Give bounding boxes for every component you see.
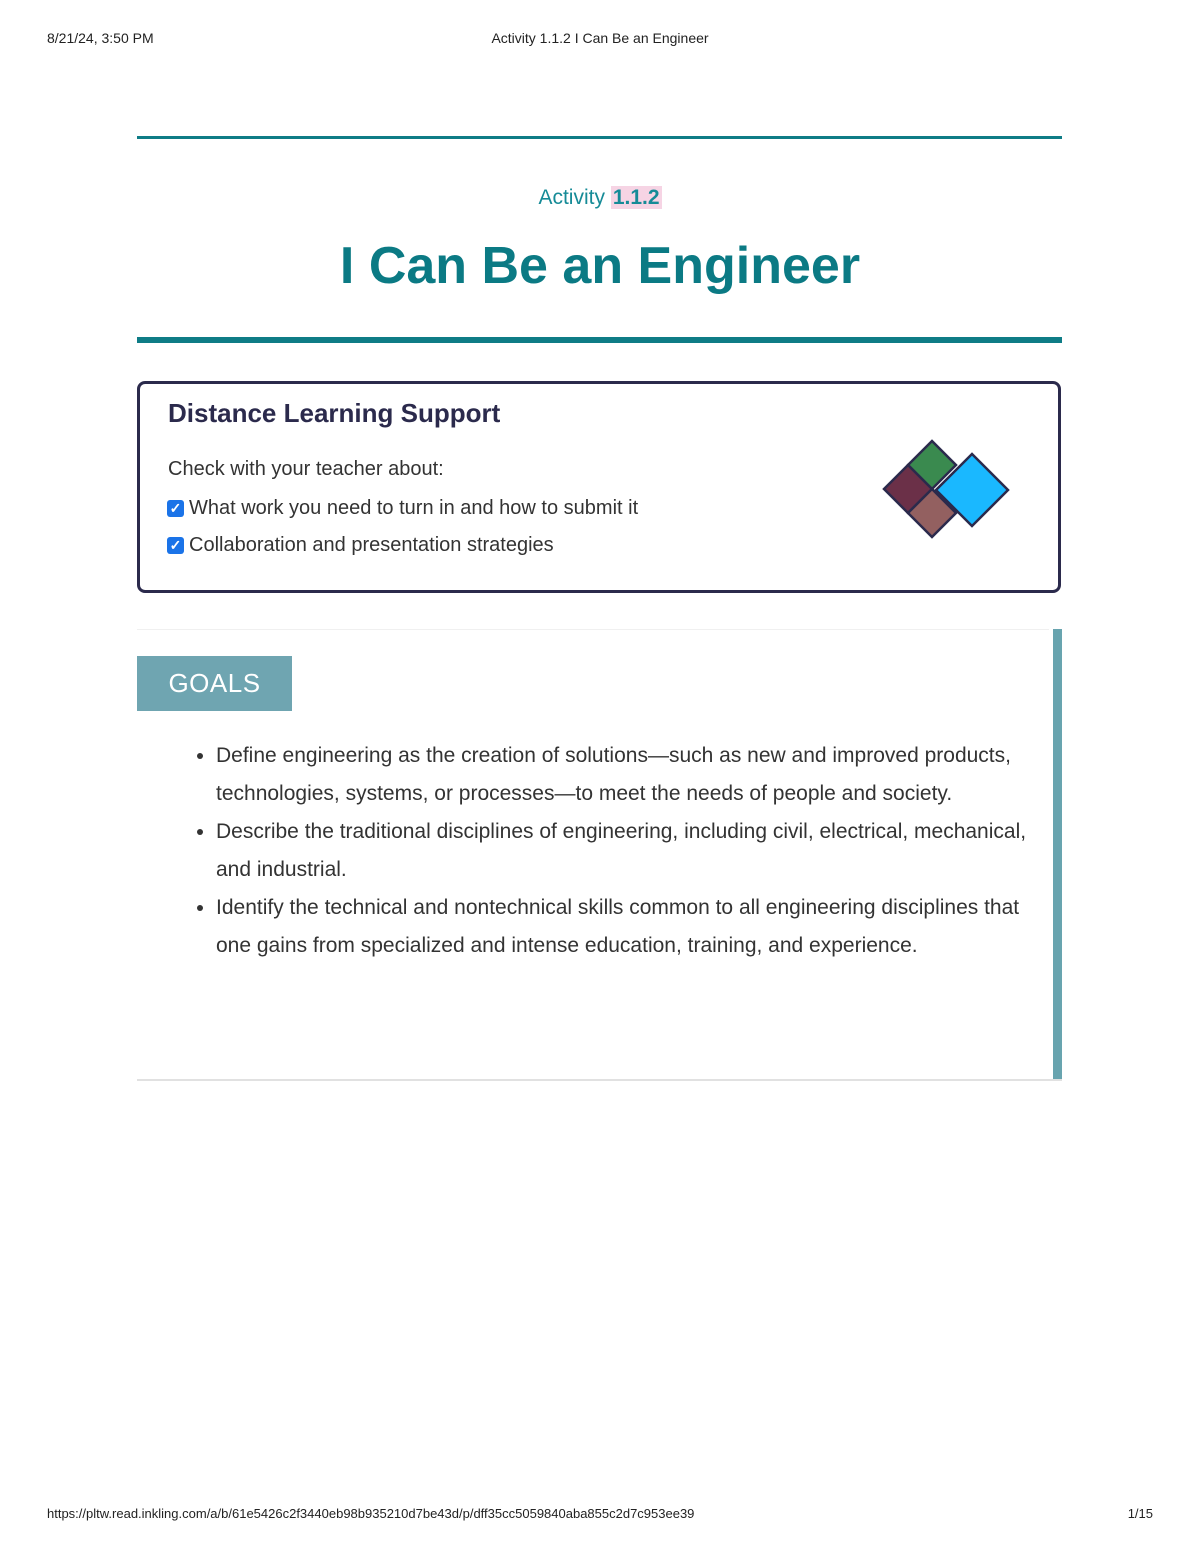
print-page-title: Activity 1.1.2 I Can Be an Engineer bbox=[491, 30, 709, 46]
print-header bbox=[0, 30, 1200, 50]
diamond-logo-icon bbox=[882, 437, 1018, 543]
activity-number: 1.1.2 bbox=[612, 186, 660, 209]
goals-top-border bbox=[137, 629, 1049, 630]
distance-learning-title: Distance Learning Support bbox=[168, 398, 501, 428]
goal-item: • Define engineering as the creation of solutions—such as new and improved products, technologies, systems, or processes—to meet the needs of people and society. bbox=[216, 737, 1051, 813]
page-number: 1/15 bbox=[1127, 1506, 1153, 1521]
activity-label bbox=[0, 186, 1200, 210]
checkbox-checked-icon[interactable]: ✓ bbox=[167, 537, 184, 554]
distance-learning-box bbox=[137, 381, 1061, 593]
goals-bottom-border bbox=[137, 1079, 1062, 1081]
distance-learning-intro: Check with your teacher about: bbox=[168, 458, 444, 480]
checklist-item-label: What work you need to turn in and how to submit it bbox=[189, 496, 639, 519]
goals-side-bar bbox=[1053, 629, 1062, 1081]
page-url: https://pltw.read.inkling.com/a/b/61e5426c2f3440eb98b935210d7be43d/p/dff35cc5059840aba855c2d7c953ee39 bbox=[47, 1506, 695, 1521]
goals-list bbox=[189, 737, 1051, 965]
goals-panel bbox=[137, 629, 1062, 1081]
checklist-item bbox=[167, 496, 638, 520]
goal-item: • Describe the traditional disciplines of engineering, including civil, electrical, mechanical, and industrial. bbox=[216, 813, 1051, 889]
top-divider bbox=[137, 136, 1062, 139]
goal-item: • Identify the technical and nontechnical skills common to all engineering disciplines that one gains from specialized and intense education, training, and experience. bbox=[216, 889, 1051, 965]
checklist-item bbox=[167, 533, 554, 557]
goals-heading: GOALS bbox=[137, 656, 292, 711]
print-date: 8/21/24, 3:50 PM bbox=[47, 30, 154, 46]
checklist-item-label: Collaboration and presentation strategies bbox=[189, 533, 554, 556]
checkbox-checked-icon[interactable]: ✓ bbox=[167, 500, 184, 517]
page-title: I Can Be an Engineer bbox=[339, 237, 861, 295]
title-divider bbox=[137, 337, 1062, 343]
activity-prefix: Activity bbox=[538, 186, 605, 209]
